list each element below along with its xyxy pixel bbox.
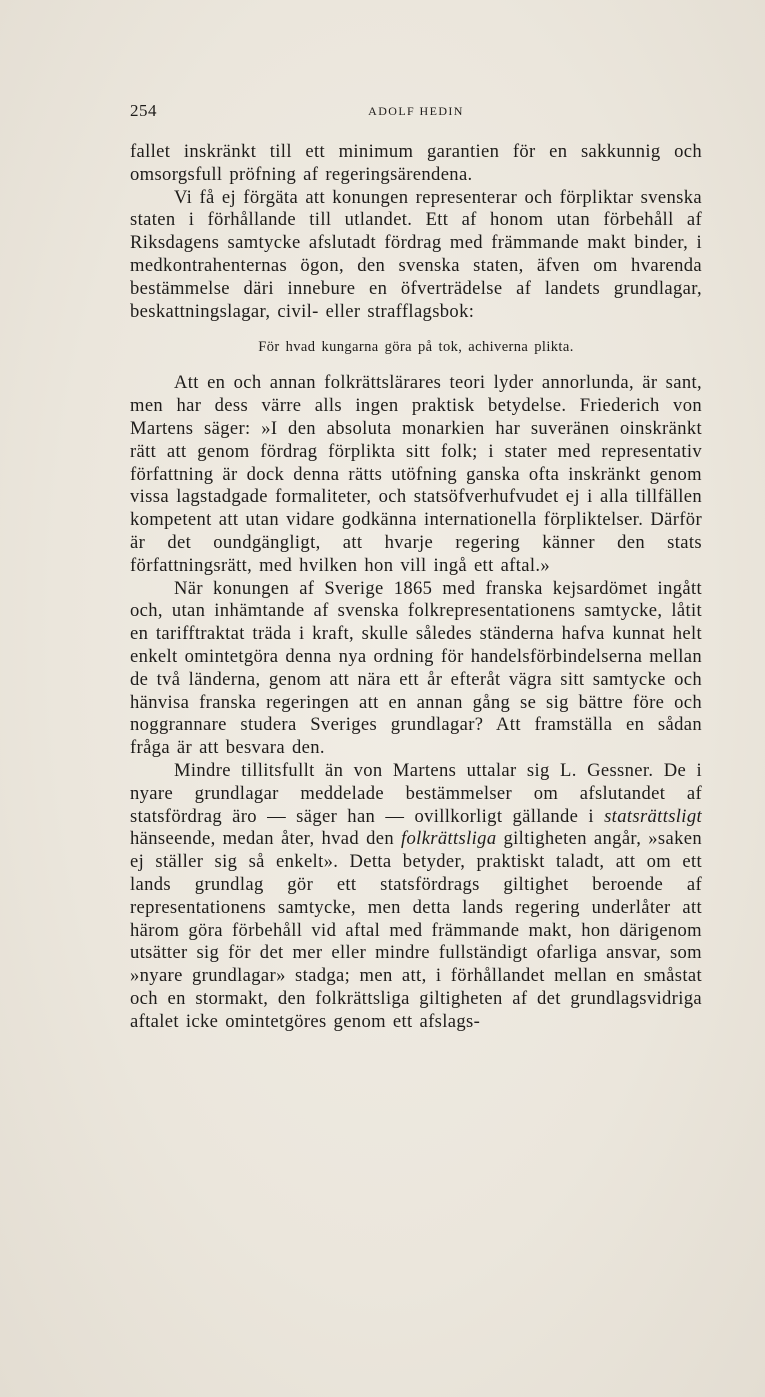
italic-term-folkrattsliga: folkrättsliga: [401, 828, 497, 850]
verse-quote: För hvad kungarna göra på tok, achiverna plikta.: [258, 339, 574, 356]
page-header: [130, 101, 702, 123]
paragraph-4: När konungen af Sverige 1865 med franska kejsardömet ingått och, utan inhämtande af svenska folkrepresentationens samtycke, låtit en tarifftraktat träda i kraft, skulle således ständerna hafva kunnat helt enkelt omintetgöra denna nya ordning för handelsförbindelserna mellan de två länderna, genom att nära ett år efteråt vägra sitt samtycke och hänvisa franska regeringen att en annan gång se sig bättre före och noggrannare studera Sveriges grundlagar? Att framställa en sådan fråga är att besvara den.: [130, 577, 702, 759]
page-number: 254: [130, 101, 157, 120]
paragraph-5: [130, 760, 702, 1034]
paragraph-5-part-c: giltigheten angår, »saken ej ställer sig så enkelt». Detta betyder, praktiskt taladt, att om ett lands grundlag gör ett statsfördrags giltighet beroende af representationens samtycke, men detta lands regering underlåter att härom göra förbehåll vid aftal med främmande makt, hon därigenom utsätter sig för det mer eller mindre fullständigt ofarliga ansvar, som »nyare grundlagar» stadga; men att, i förhållandet mellan en småstat och en stormakt, den folkrättsliga giltigheten af det grundlagsvidriga aftalet icke omintetgöres genom ett afslags-: [130, 828, 702, 1032]
italic-term-statsrattsligt: statsrättsligt: [604, 805, 702, 827]
paragraph-2: Vi få ej förgäta att konungen representerar och förpliktar svenska staten i förhållande till utlandet. Ett af honom utan förbehåll af Riksdagens samtycke afslutadt fördrag med främmande makt binder, i medkontrahenternas ögon, den svenska staten, äfven om hvarenda bestämmelse däri innebure en öfverträdelse af landets grundlagar, beskattningslagar, civil- eller strafflagsbok:: [130, 186, 702, 322]
paragraph-1: fallet inskränkt till ett minimum garantien för en sakkunnig och omsorgsfull pröfning af regeringsärendena.: [130, 141, 702, 185]
running-head: ADOLF HEDIN: [368, 104, 464, 118]
body-text: [130, 141, 702, 1033]
paragraph-5-part-a: Mindre tillitsfullt än von Martens uttalar sig L. Gessner. De i nyare grundlagar meddelade bestämmelser om afslutandet af statsfördrag äro — säger han — ovillkorligt gällande i: [130, 759, 702, 827]
paragraph-5-part-b: hänseende, medan åter, hvad den: [130, 828, 402, 850]
paragraph-3: Att en och annan folkrättslärares teori lyder annorlunda, är sant, men har dess värre alls ingen praktisk betydelse. Friederich von Martens säger: »I den absoluta monarkien har suveränen oinskränkt rätt att genom fördrag förplikta sitt folk; i stater med representativ författning är dock denna rätts utöfning ganska ofta inskränkt genom vissa lagstadgade formaliteter, och statsöfverhufvudet ej i alla tillfällen kompetent att utan vidare godkänna internationella förpliktelser. Därför är det oundgängligt, att hvarje regering känner den stats författningsrätt, med hvilken hon vill ingå ett aftal.»: [130, 372, 702, 576]
